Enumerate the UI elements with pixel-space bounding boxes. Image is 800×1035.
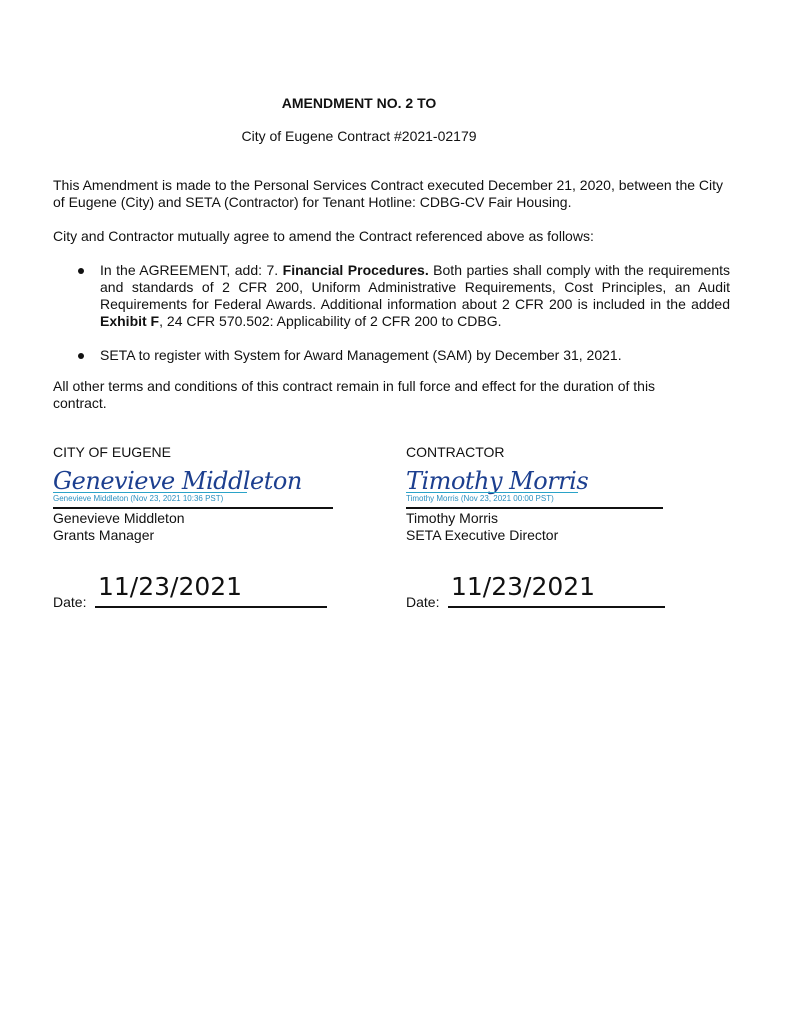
contractor-party-label: CONTRACTOR [406, 444, 505, 460]
list-item: In the AGREEMENT, add: 7. Financial Procedures. Both parties shall comply with the requirements and standards of 2 CFR 200, Uniform Administrative Requirements, Cost Principles, an Audit Requirements for Federal Awards. Additional information about 2 CFR 200 is included in the added Exhibit F, 24 CFR 570.502: Applicability of 2 CFR 200 to CDBG. [53, 262, 730, 330]
document-title: AMENDMENT NO. 2 TO [281, 95, 437, 111]
bullet-icon [78, 268, 84, 274]
city-signature: Genevieve Middleton [53, 467, 302, 495]
city-party-label: CITY OF EUGENE [53, 444, 171, 460]
contractor-signer-title: SETA Executive Director [406, 527, 559, 543]
city-signer-name: Genevieve Middleton [53, 510, 185, 526]
agreement-paragraph: City and Contractor mutually agree to amend the Contract referenced above as follows: [53, 228, 594, 244]
contractor-signature: Timothy Morris [406, 467, 589, 495]
city-signer-title: Grants Manager [53, 527, 155, 543]
city-signature-line [53, 507, 333, 509]
contractor-signature-underline [406, 492, 578, 493]
intro-paragraph: This Amendment is made to the Personal Services Contract executed December 21, 2020, between the City of Eugene (City) and SETA (Contractor) for Tenant Hotline: CDBG-CV Fair Housing. [53, 177, 724, 210]
city-signature-stamp: Genevieve Middleton (Nov 23, 2021 10:36 PST) [53, 494, 224, 503]
contractor-date-label: Date: [406, 594, 440, 610]
city-date-label: Date: [53, 594, 87, 610]
contract-number: City of Eugene Contract #2021-02179 [241, 128, 477, 144]
bullet-icon [78, 353, 84, 359]
list-item: SETA to register with System for Award Management (SAM) by December 31, 2021. [53, 347, 730, 364]
contractor-date-line [448, 606, 665, 608]
contractor-date-value: 11/23/2021 [451, 572, 596, 601]
city-date-value: 11/23/2021 [98, 572, 243, 601]
contractor-signer-name: Timothy Morris [406, 510, 499, 526]
city-date-line [95, 606, 327, 608]
city-signature-underline [53, 492, 247, 493]
contractor-signature-stamp: Timothy Morris (Nov 23, 2021 00:00 PST) [406, 494, 554, 503]
contractor-signature-line [406, 507, 663, 509]
closing-paragraph: All other terms and conditions of this contract remain in full force and effect for the duration of this contract. [53, 378, 656, 411]
amendment-list [53, 262, 730, 364]
